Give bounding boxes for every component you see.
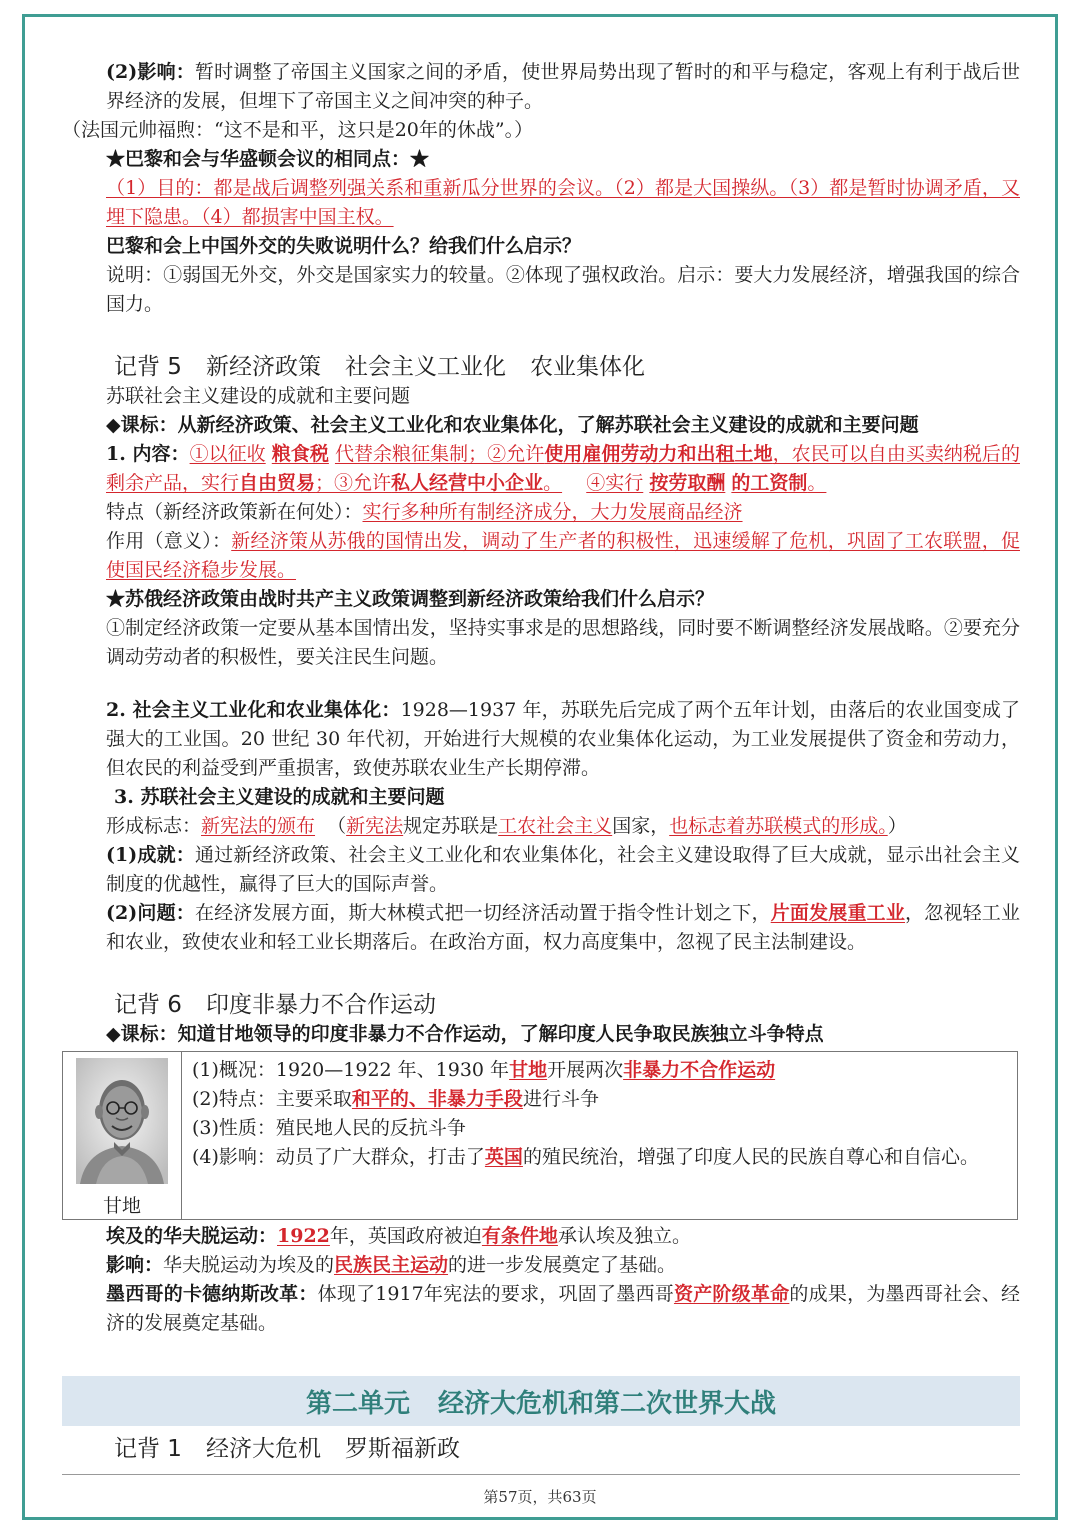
gandhi-portrait-image — [76, 1058, 168, 1184]
egypt-wafd: 埃及的华夫脱运动：1922年，英国政府被迫有条件地承认埃及独立。 — [106, 1225, 691, 1247]
diplomacy-question: 巴黎和会上中国外交的失败说明什么？给我们什么启示？ — [106, 235, 582, 257]
section6-standard: ◆课标：知道甘地领导的印度非暴力不合作运动，了解印度人民争取民族独立斗争特点 — [106, 1023, 824, 1045]
nep-effect: 作用（意义）：新经济策从苏俄的国情出发，调动了生产者的积极性，迅速缓解了危机，巩固了工农联盟，促使国民经济稳步发展。 — [106, 530, 1020, 581]
section6-heading: 记背 6 印度非暴力不合作运动 — [114, 992, 436, 1018]
gandhi-nature: (3)性质：殖民地人民的反抗斗争 — [192, 1117, 466, 1139]
page-number: 第57页，共63页 — [483, 1488, 597, 1506]
mexico-reform: 墨西哥的卡德纳斯改革：体现了1917年宪法的要求，巩固了墨西哥资产阶级革命的成果，为墨西哥社会、经济的发展奠定基础。 — [106, 1283, 1020, 1334]
footer-divider — [62, 1474, 1020, 1475]
gandhi-impact: (4)影响：动员了广大群众，打击了英国的殖民统治，增强了印度人民的民族自尊心和自信心。 — [192, 1146, 979, 1168]
nep-lesson-answer: ①制定经济政策一定要从基本国情出发，坚持实事求是的思想路线，同时要不断调整经济发展战略。②要充分调动劳动者的积极性，要关注民生问题。 — [106, 617, 1020, 668]
diplomacy-answer: 说明：①弱国无外交，外交是国家实力的较量。②体现了强权政治。启示：要大力发展经济，增强我国的综合国力。 — [106, 264, 1020, 315]
achievement-title: 3. 苏联社会主义建设的成就和主要问题 — [114, 786, 445, 808]
egypt-impact: 影响：华夫脱运动为埃及的民族民主运动的进一步发展奠定了基础。 — [106, 1254, 677, 1276]
unit-banner: 第二单元 经济大危机和第二次世界大战 — [62, 1376, 1020, 1426]
portrait-caption: 甘地 — [102, 1195, 141, 1217]
gandhi-feature: (2)特点：主要采取和平的、非暴力手段进行斗争 — [192, 1088, 599, 1110]
foch-quote: （法国元帅福煦：“这不是和平，这只是20年的休战”。） — [62, 119, 534, 141]
section5-heading: 记背 5 新经济政策 社会主义工业化 农业集体化 — [114, 354, 645, 380]
page-content — [62, 58, 1020, 1338]
gandhi-table — [62, 1051, 1018, 1220]
nep-content: 1. 内容：①以征收 粮食税 代替余粮征集制；②允许使用雇佣劳动力和出租土地，农民可以自由买卖纳税后的剩余产品，实行自由贸易；③允许私人经营中小企业。 ④实行 按劳取酬 的工资制。 — [106, 443, 1020, 494]
similarity-text: （1）目的：都是战后调整列强关系和重新瓜分世界的会议。（2）都是大国操纵。（3）都是暂时协调矛盾，又埋下隐患。（4）都损害中国主权。 — [106, 177, 1020, 228]
gandhi-overview: (1)概况：1920—1922 年、1930 年甘地开展两次非暴力不合作运动 — [192, 1059, 776, 1081]
influence-paragraph: (2)影响：暂时调整了帝国主义国家之间的矛盾，使世界局势出现了暂时的和平与稳定，客观上有利于战后世界经济的发展，但埋下了帝国主义之间冲突的种子。 — [106, 61, 1020, 112]
portrait-cell — [63, 1052, 182, 1220]
section5-subtitle: 苏联社会主义建设的成就和主要问题 — [106, 385, 411, 407]
gandhi-info-cell — [182, 1052, 1018, 1220]
section5-standard: ◆课标：从新经济政策、社会主义工业化和农业集体化，了解苏联社会主义建设的成就和主要问题 — [106, 414, 919, 436]
unit2-section1-heading: 记背 1 经济大危机 罗斯福新政 — [114, 1436, 460, 1462]
achievement-paragraph: (1)成就：通过新经济政策、社会主义工业化和农业集体化，社会主义建设取得了巨大成就，显示出社会主义制度的优越性，赢得了巨大的国际声誉。 — [106, 844, 1020, 895]
industrialization-paragraph: 2. 社会主义工业化和农业集体化：1928—1937 年，苏联先后完成了两个五年计划，由落后的农业国变成了强大的工业国。20 世纪 30 年代初，开始进行大规模的农业集体化运动，为工业发展提供了资金和劳动力，但农民的利益受到严重损害，致使苏联农业生产长期停滞。 — [106, 699, 1021, 779]
similarity-title: ★巴黎和会与华盛顿会议的相同点：★ — [106, 148, 430, 170]
nep-feature: 特点（新经济政策新在何处）：实行多种所有制经济成分，大力发展商品经济 — [106, 501, 743, 523]
nep-lesson-question: ★苏俄经济政策由战时共产主义政策调整到新经济政策给我们什么启示？ — [106, 588, 715, 610]
formation-mark: 形成标志：新宪法的颁布 （新宪法规定苏联是工农社会主义国家，也标志着苏联模式的形成。） — [106, 815, 907, 837]
problem-paragraph: (2)问题：在经济发展方面，斯大林模式把一切经济活动置于指令性计划之下，片面发展重工业，忽视轻工业和农业，致使农业和轻工业长期落后。在政治方面，权力高度集中，忽视了民主法制建设。 — [106, 902, 1020, 953]
